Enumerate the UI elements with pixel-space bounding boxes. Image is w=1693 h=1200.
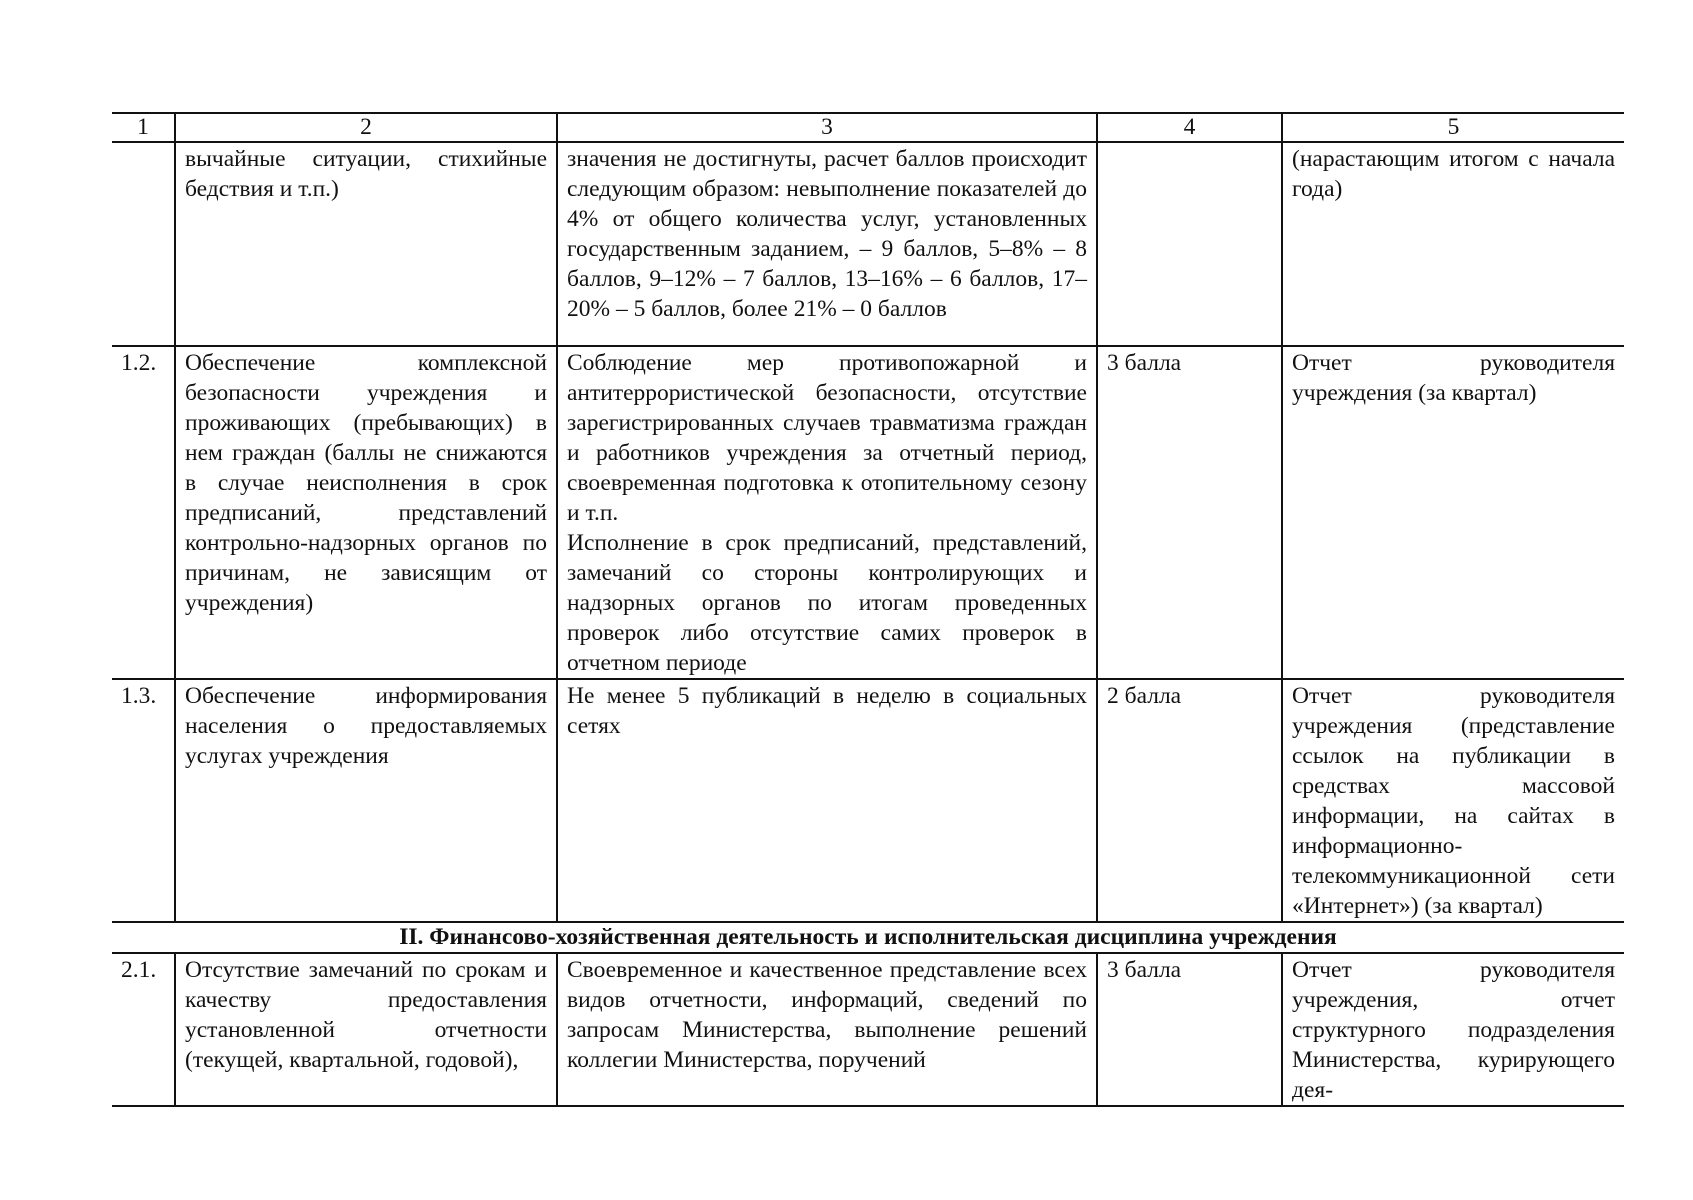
column-number-row bbox=[112, 113, 1624, 142]
criteria-paragraph: Своевременное и качественное представление всех видов отчетности, информаций, сведений по запросам Министерства, выполнение решений коллегии Министерства, поручений bbox=[567, 957, 1087, 1073]
criteria-cell bbox=[557, 679, 1097, 922]
indicator-cell: Отсутствие замечаний по срокам и качеству предоставления установленной отчетности (текущей, квартальной, годовой), bbox=[175, 953, 557, 1106]
points-cell: 2 балла bbox=[1097, 679, 1282, 922]
row-number: 1.3. bbox=[112, 679, 175, 922]
indicator-cell: Обеспечение информирования населения о предоставляемых услугах учреждения bbox=[175, 679, 557, 922]
table-row bbox=[112, 346, 1624, 679]
indicator-cell: вычайные ситуации, стихийные бедствия и т.п.) bbox=[175, 142, 557, 346]
section-title: II. Финансово-хозяйственная деятельность и исполнительская дисциплина учреждения bbox=[112, 922, 1624, 953]
section-heading-row bbox=[112, 922, 1624, 953]
column-number-header: 1 bbox=[112, 113, 175, 142]
column-number-header: 5 bbox=[1282, 113, 1624, 142]
reporting-cell: Отчет руководителя учреждения (представление ссылок на публикации в средствах массовой информации, на сайтах в информационно-телекоммуникационной сети «Интернет») (за квартал) bbox=[1282, 679, 1624, 922]
table-row bbox=[112, 679, 1624, 922]
criteria-cell bbox=[557, 953, 1097, 1106]
criteria-paragraph: Не менее 5 публикаций в неделю в социальных сетях bbox=[567, 683, 1087, 739]
column-number-header: 4 bbox=[1097, 113, 1282, 142]
row-number bbox=[112, 142, 175, 346]
criteria-paragraph: Соблюдение мер противопожарной и антитеррористической безопасности, отсутствие зарегистрированных случаев травматизма граждан и работников учреждения за отчетный период, своевременная подготовка к отопительному сезону и т.п. bbox=[567, 350, 1087, 526]
criteria-table bbox=[112, 112, 1624, 1107]
criteria-paragraph: значения не достигнуты, расчет баллов происходит следующим образом: невыполнение показателей до 4% от общего количества услуг, установленных государственным заданием, – 9 баллов, 5–8% – 8 баллов, 9–12% – 7 баллов, 13–16% – 6 баллов, 17–20% – 5 баллов, более 21% – 0 баллов bbox=[567, 146, 1087, 322]
criteria-cell bbox=[557, 142, 1097, 346]
points-cell: 3 балла bbox=[1097, 346, 1282, 679]
criteria-cell bbox=[557, 346, 1097, 679]
points-cell: 3 балла bbox=[1097, 953, 1282, 1106]
column-number-header: 2 bbox=[175, 113, 557, 142]
row-number: 2.1. bbox=[112, 953, 175, 1106]
indicator-cell: Обеспечение комплексной безопасности учреждения и проживающих (пребывающих) в нем граждан (баллы не снижаются в случае неисполнения в срок предписаний, представлений контрольно-надзорных органов по причинам, не зависящим от учреждения) bbox=[175, 346, 557, 679]
column-number-header: 3 bbox=[557, 113, 1097, 142]
row-number: 1.2. bbox=[112, 346, 175, 679]
reporting-cell: (нарастающим итогом с начала года) bbox=[1282, 142, 1624, 346]
criteria-paragraph: Исполнение в срок предписаний, представлений, замечаний со стороны контролирующих и надзорных органов по итогам проведенных проверок либо отсутствие самих проверок в отчетном периоде bbox=[567, 530, 1087, 676]
table-row bbox=[112, 142, 1624, 346]
table-row bbox=[112, 953, 1624, 1106]
reporting-cell: Отчет руководителя учреждения (за квартал) bbox=[1282, 346, 1624, 679]
reporting-cell: Отчет руководителя учреждения, отчет структурного подразделения Министерства, курирующего дея- bbox=[1282, 953, 1624, 1106]
points-cell bbox=[1097, 142, 1282, 346]
